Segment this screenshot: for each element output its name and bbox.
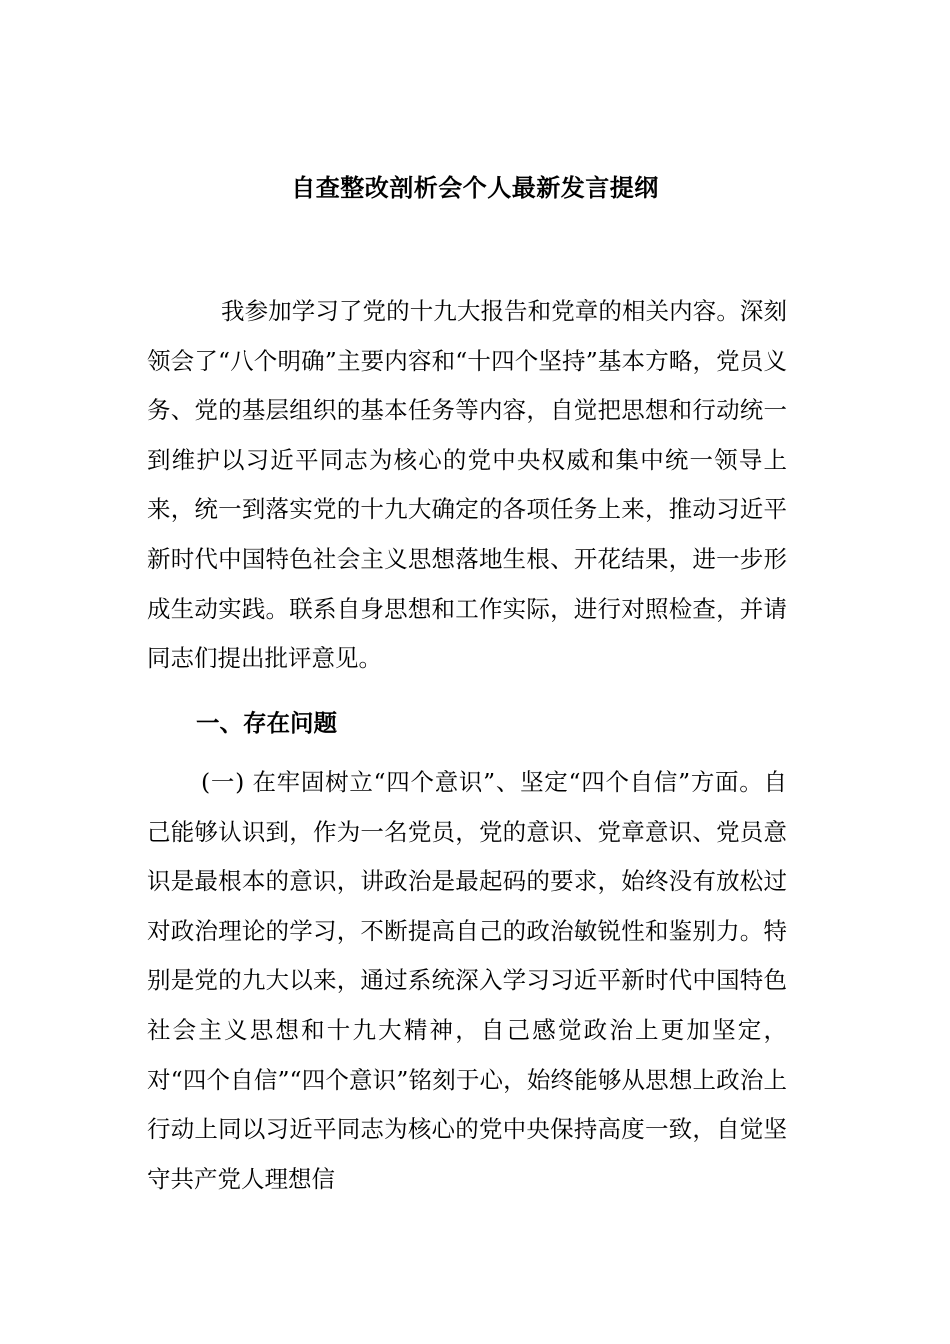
section-paragraph: (一) 在牢固树立“四个意识”、坚定“四个自信”方面。自己能够认识到，作为一名党员，党的意识、党章意识、党员意识是最根本的意识，讲政治是最起码的要求，始终没有放松过对政治理论的学习，不断提高自己的政治敏锐性和鉴别力。特别是党的九大以来，通过系统深入学习习近平新时代中国特色社会主义思想和十九大精神，自己感觉政治上更加坚定，对“四个自信”“四个意识”铭刻于心，始终能够从思想上政治上行动上同以习近平同志为核心的党中央保持高度一致，自觉坚守共产党人理想信 (147, 768, 787, 1193)
section-heading: 一、存在问题 (196, 709, 337, 737)
document-title: 自查整改剖析会个人最新发言提纲 (291, 173, 659, 202)
intro-paragraph: 我参加学习了党的十九大报告和党章的相关内容。深刻领会了“八个明确”主要内容和“十四个坚持”基本方略，党员义务、党的基层组织的基本任务等内容，自觉把思想和行动统一到维护以习近平同志为核心的党中央权威和集中统一领导上来，统一到落实党的十九大确定的各项任务上来，推动习近平新时代中国特色社会主义思想落地生根、开花结果，进一步形成生动实践。联系自身思想和工作实际，进行对照检查，并请同志们提出批评意见。 (147, 297, 787, 673)
